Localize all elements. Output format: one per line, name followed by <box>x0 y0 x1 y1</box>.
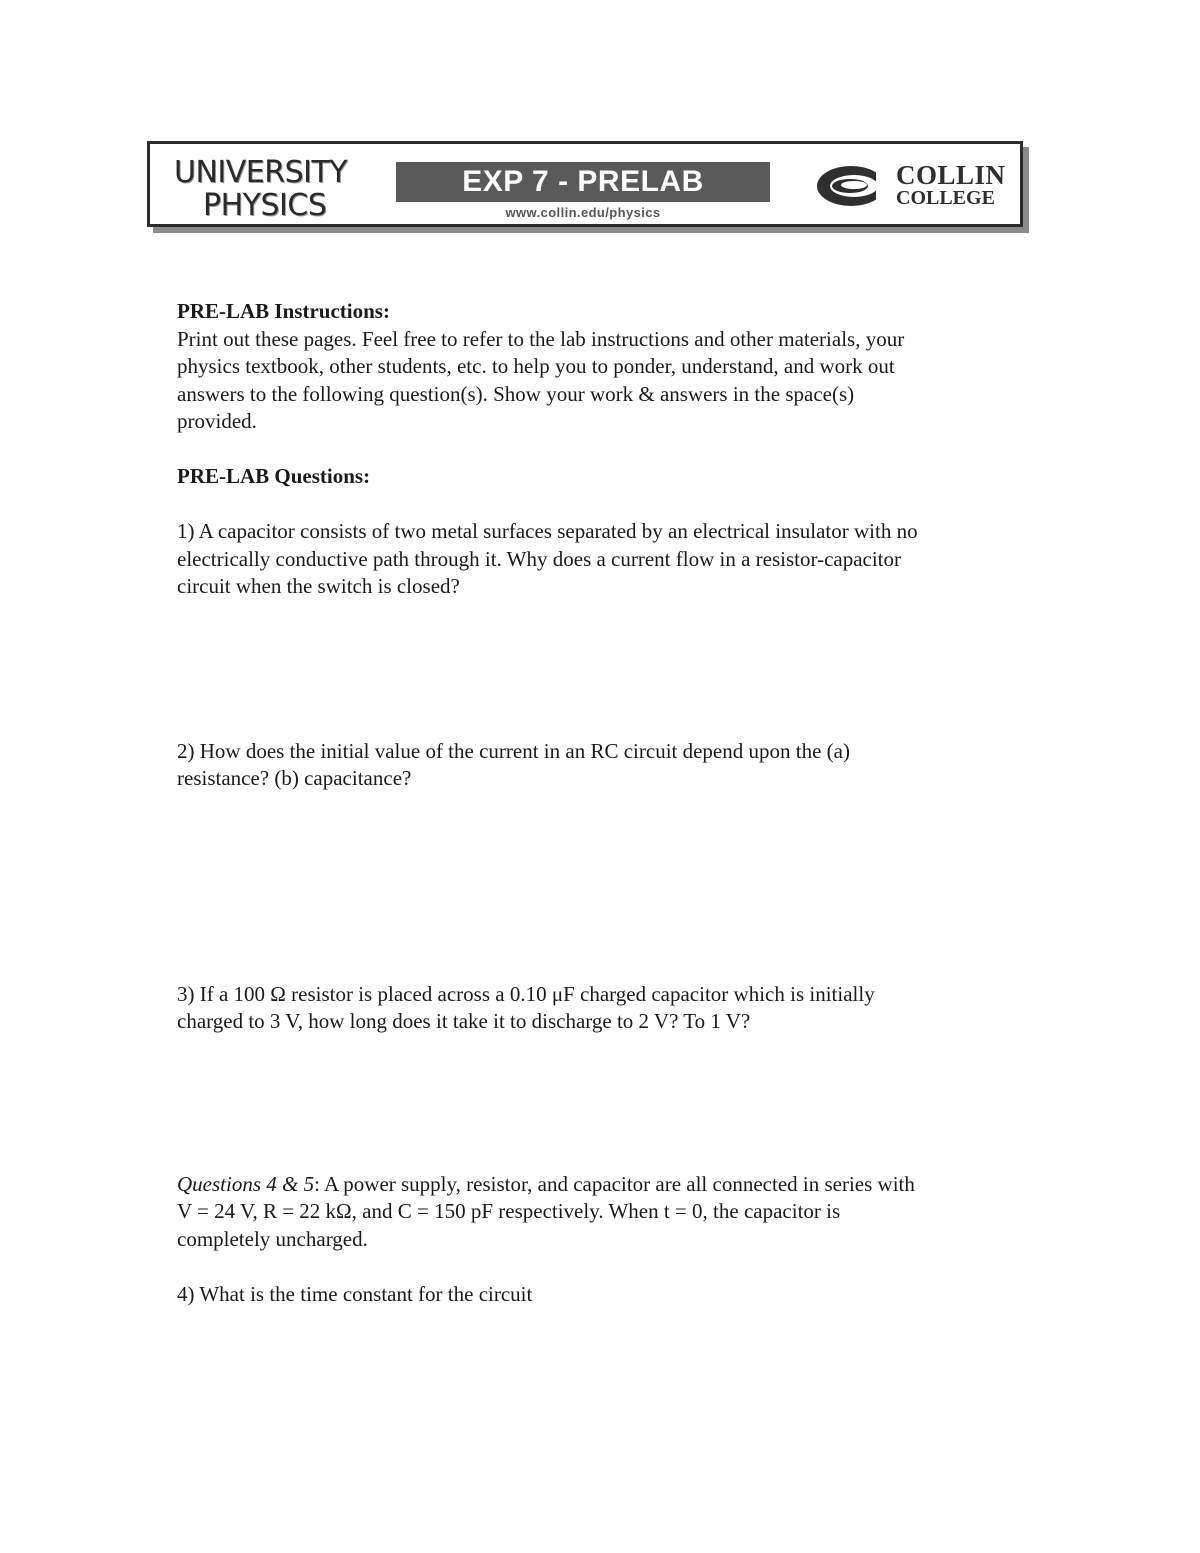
question-line: charged to 3 V, how long does it take it to discharge to 2 V? To 1 V? <box>177 1009 751 1033</box>
instructions-heading: PRE-LAB Instructions: <box>177 299 390 323</box>
instructions-line: provided. <box>177 409 257 433</box>
logo-word-college: COLLEGE <box>896 187 995 209</box>
question-line: electrically conductive path through it. Why does a current flow in a resistor-capacitor <box>177 546 902 571</box>
logo-word-collin: COLLIN <box>896 160 1006 190</box>
question-3 <box>177 981 1037 1036</box>
collin-college-logo <box>814 160 1014 212</box>
question-line: 3) If a 100 Ω resistor is placed across a 0.10 μF charged capacitor which is initially <box>177 981 875 1006</box>
intro-text: : A power supply, resistor, and capacitor are all connected in series with <box>314 1171 915 1196</box>
instructions-line: answers to the following question(s). Show your work & answers in the space(s) <box>177 381 855 406</box>
collin-swoosh-icon <box>814 162 892 210</box>
physics-url: www.collin.edu/physics <box>505 205 661 220</box>
instructions-line: physics textbook, other students, etc. to help you to ponder, understand, and work out <box>177 354 895 378</box>
questions-4-5-label: Questions 4 & 5 <box>177 1171 315 1196</box>
question-line: circuit when the switch is closed? <box>177 574 460 598</box>
instructions-line: Print out these pages. Feel free to refer to the lab instructions and other materials, your <box>177 326 905 351</box>
question-1 <box>177 518 1037 601</box>
header-banner <box>147 141 1023 227</box>
question-line <box>177 1171 1037 1199</box>
question-line: resistance? (b) capacitance? <box>177 766 412 790</box>
question-line: 2) How does the initial value of the current in an RC circuit depend upon the (a) <box>177 738 850 763</box>
questions-4-5-intro <box>177 1171 1037 1254</box>
question-2 <box>177 738 1037 793</box>
question-line: 4) What is the time constant for the circuit <box>177 1281 533 1306</box>
physics-line: PHYSICS <box>203 188 327 223</box>
university-physics-logo <box>174 156 347 222</box>
questions-heading: PRE-LAB Questions: <box>177 464 371 488</box>
question-4 <box>177 1281 1037 1309</box>
question-line: V = 24 V, R = 22 kΩ, and C = 150 pF respectively. When t = 0, the capacitor is <box>177 1199 841 1223</box>
question-line: 1) A capacitor consists of two metal surfaces separated by an electrical insulator with no <box>177 519 918 543</box>
question-line: completely uncharged. <box>177 1226 368 1251</box>
experiment-title: EXP 7 - PRELAB <box>396 162 770 202</box>
university-line: UNIVERSITY <box>174 155 348 190</box>
prelab-document <box>177 298 1037 1308</box>
